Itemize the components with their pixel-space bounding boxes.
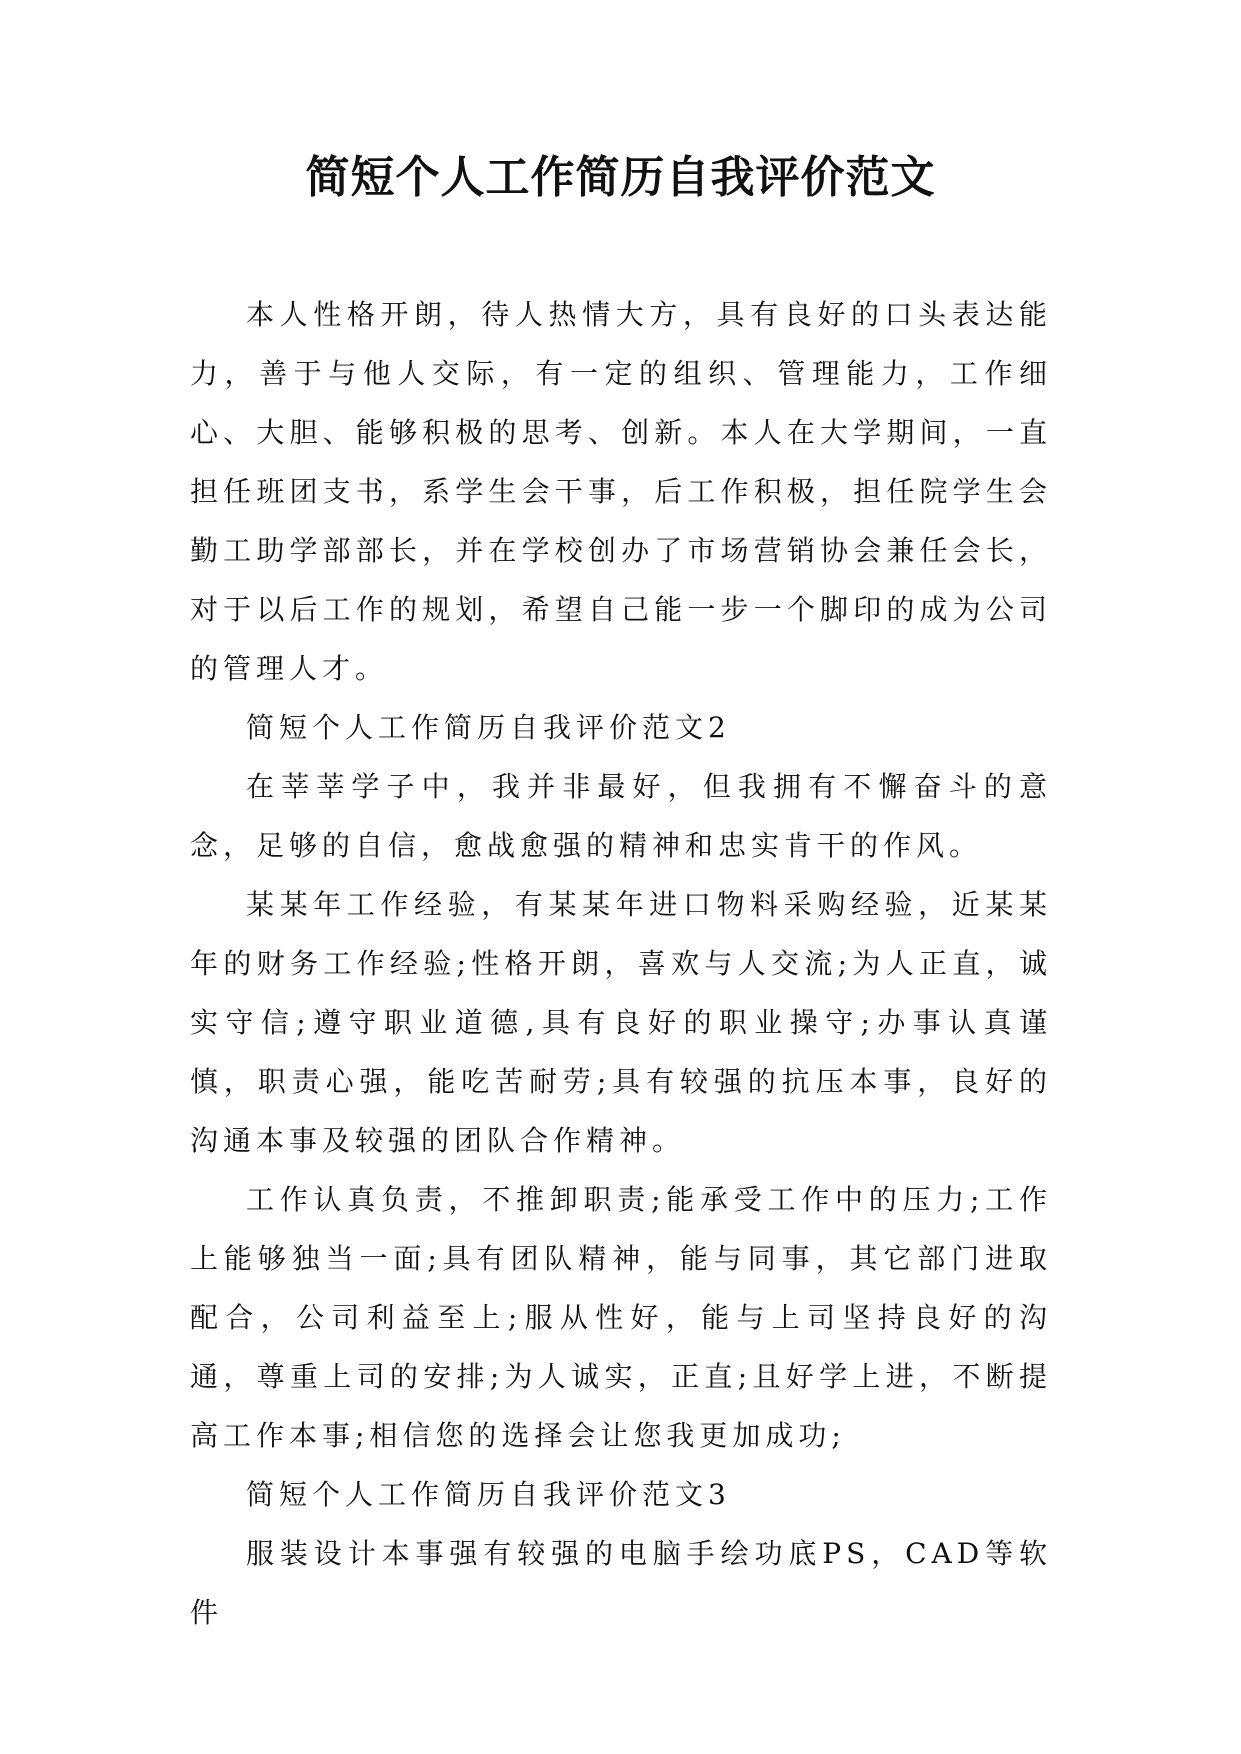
paragraph-work-attitude: 工作认真负责，不推卸职责;能承受工作中的压力;工作上能够独当一面;具有团队精神，能与同事，其它部门进取配合，公司利益至上;服从性好，能与上司坚持良好的沟通，尊重上司的安排;为人诚实，正直;且好学上进，不断提高工作本事;相信您的选择会让您我更加成功; xyxy=(190,1183,1052,1452)
paragraph-self-evaluation-2: 在莘莘学子中，我并非最好，但我拥有不懈奋斗的意念，足够的自信，愈战愈强的精神和忠实肯干的作风。 xyxy=(190,770,1052,862)
section-heading-3: 简短个人工作简历自我评价范文3 xyxy=(246,1478,731,1511)
paragraph-design-skills: 服装设计本事强有较强的电脑手绘功底PS，CAD等软件 xyxy=(190,1537,1052,1629)
paragraph-self-evaluation-1: 本人性格开朗，待人热情大方，具有良好的口头表达能力，善于与他人交际，有一定的组织、管理能力，工作细心、大胆、能够积极的思考、创新。本人在大学期间，一直担任班团支书，系学生会干事，后工作积极，担任院学生会勤工助学部部长，并在学校创办了市场营销协会兼任会长，对于以后工作的规划，希望自己能一步一个脚印的成为公司的管理人才。 xyxy=(190,298,1052,685)
document-title: 简短个人工作简历自我评价范文 xyxy=(305,152,936,203)
paragraph-work-experience: 某某年工作经验，有某某年进口物料采购经验，近某某年的财务工作经验;性格开朗，喜欢与人交流;为人正直，诚实守信;遵守职业道德,具有良好的职业操守;办事认真谨慎，职责心强，能吃苦耐劳;具有较强的抗压本事，良好的沟通本事及较强的团队合作精神。 xyxy=(190,888,1052,1157)
section-heading-2: 简短个人工作简历自我评价范文2 xyxy=(246,711,731,744)
document-body xyxy=(190,285,1052,1642)
